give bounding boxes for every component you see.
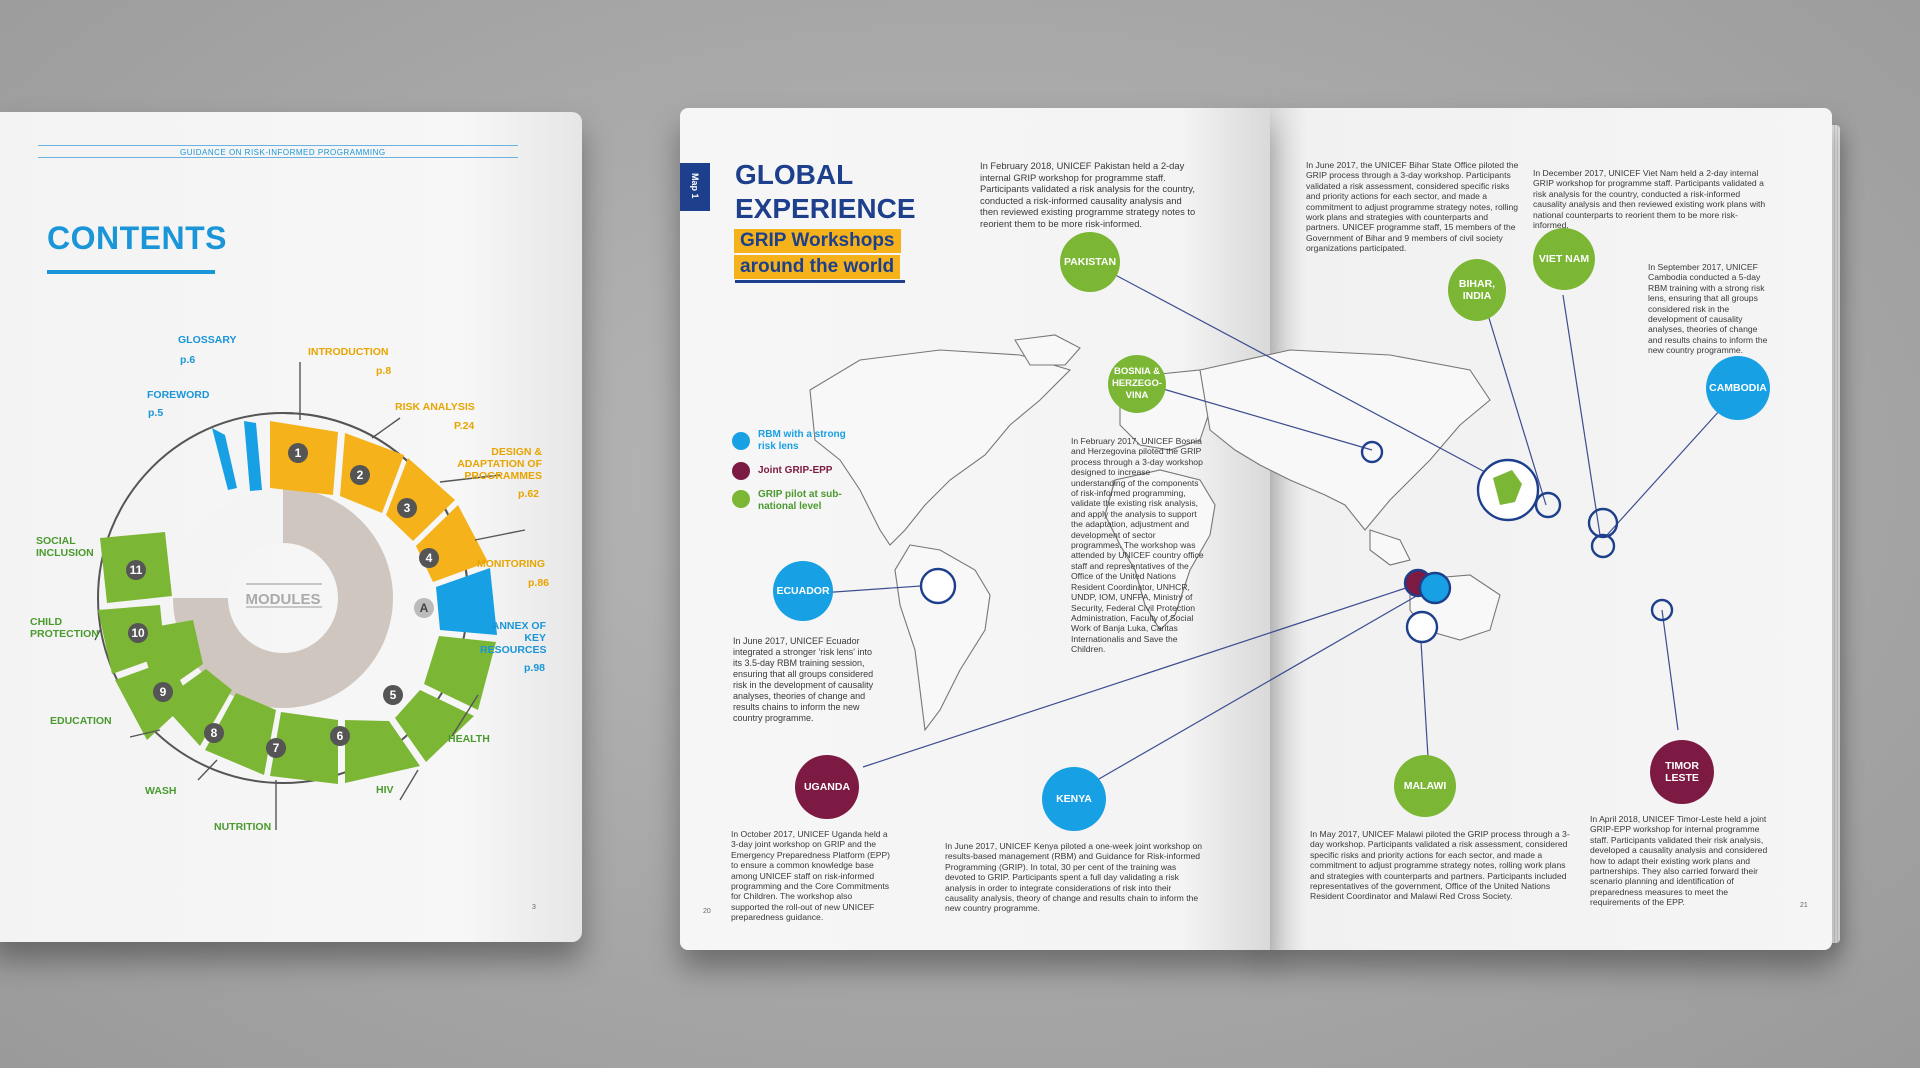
module-number: 1	[294, 446, 302, 460]
module-number: A	[419, 601, 429, 615]
marker-vietnam[interactable]	[1589, 509, 1617, 537]
label-health: HEALTH	[448, 733, 490, 745]
legend-joint: Joint GRIP-EPP	[758, 465, 833, 476]
country-bosnia[interactable]: BOSNIA & HERZEGO-VINA	[1108, 355, 1166, 413]
label-child-protection: CHILD PROTECTION	[30, 616, 99, 640]
page-ref: p.62	[518, 488, 540, 500]
label-annex: ANNEX OF KEY RESOURCES	[480, 620, 547, 656]
text-ecuador: In June 2017, UNICEF Ecuador integrated a stronger 'risk lens' into its 3.5-day RBM training session, ensuring that all groups considered risk in the development of causality analyses, theories of change and results chains to inform the new country programme.	[733, 636, 874, 723]
text-cambodia: In September 2017, UNICEF Cambodia conducted a 5-day RBM training with a strong risk lens, ensuring that all groups considered risk in the development of causality analyses, theories of change and results chains to inform the new country programme.	[1648, 262, 1768, 356]
text-vietnam: In December 2017, UNICEF Viet Nam held a 2-day internal GRIP workshop for programme staff. Participants validated a risk analysis for the country, conducted a risk-informed causality analysis and then reviewed existing work plans with national counterparts to reorient them to be more risk-informed.	[1533, 168, 1766, 231]
country-malawi[interactable]: MALAWI	[1394, 755, 1456, 817]
page-number: 3	[532, 904, 536, 911]
country-cambodia[interactable]: CAMBODIA	[1706, 356, 1770, 420]
marker-bosnia[interactable]	[1362, 442, 1382, 462]
label-education: EDUCATION	[50, 715, 112, 727]
marker-cambodia[interactable]	[1592, 535, 1614, 557]
legend-rbm: RBM with a strong risk lens	[758, 429, 846, 452]
country-kenya[interactable]: KENYA	[1042, 767, 1106, 831]
subtitle-line2: around the world	[734, 255, 900, 279]
label-wash: WASH	[145, 785, 177, 797]
module-number: 6	[336, 729, 344, 743]
legend-dot-pilot	[732, 490, 750, 508]
country-vietnam[interactable]: VIET NAM	[1533, 228, 1595, 290]
marker-bihar[interactable]	[1536, 493, 1560, 517]
text-kenya: In June 2017, UNICEF Kenya piloted a one-week joint workshop on results-based management (RBM) and Guidance for Risk-informed Programming (GRIP). In total, 30 per cent of the training was devoted to GRIP. Participants spent a full day validating a risk analysis in order to integrate considerations of risk into their causality analysis, theory of change and results chain to inform the new country programme.	[945, 841, 1203, 914]
text-bosnia: In February 2017, UNICEF Bosnia and Herzegovina piloted the GRIP process through a 3-day workshop designed to increase understanding of the components of risk-informed programming, validate the existing risk analysis, and apply the analysis to support the adaptation, adjustment and development of sector programmes. The workshop was attended by UNICEF country office staff and representatives of the Office of the United Nations Resident Coordinator, UNHCR, UNDP, IOM, UNFPA, Ministry of Security, Federal Civil Protection Administration, Faculty of Social Work of Banja Luka, Caritas Internationalis and Save the Children.	[1071, 436, 1204, 655]
module-number: 9	[159, 685, 167, 699]
label-social-inclusion: SOCIAL INCLUSION	[36, 535, 94, 559]
module-number: 7	[272, 741, 280, 755]
page-header: GUIDANCE ON RISK-INFORMED PROGRAMMING	[180, 148, 386, 157]
label-introduction: INTRODUCTION	[308, 346, 389, 358]
label-hiv: HIV	[376, 784, 394, 796]
country-ecuador[interactable]: ECUADOR	[773, 561, 833, 621]
marker-kenya[interactable]	[1420, 573, 1450, 603]
module-number: 2	[356, 468, 364, 482]
label-glossary: GLOSSARY	[178, 334, 237, 346]
text-bihar: In June 2017, the UNICEF Bihar State Office piloted the GRIP process through a 3-day workshop. Participants validated a risk assessment, considered specific risks and priority actions for each sector, and made a commitment to adjust programme strategy notes, rolling work plans and strategies with counterparts and partners. UNICEF programme staff, 15 members of the Government of Bihar and 9 members of civil society organizations participated.	[1306, 160, 1519, 254]
marker-malawi[interactable]	[1407, 612, 1437, 642]
page-ref: p.86	[528, 577, 550, 589]
legend-dot-joint	[732, 462, 750, 480]
label-risk-analysis: RISK ANALYSIS	[395, 401, 475, 413]
country-pakistan[interactable]: PAKISTAN	[1060, 232, 1120, 292]
legend-pilot: GRIP pilot at sub-national level	[758, 489, 842, 512]
label-foreword: FOREWORD	[147, 389, 210, 401]
map-tab: Map 1	[680, 163, 710, 211]
page-number-20: 20	[703, 908, 711, 915]
page-ref: P.24	[454, 420, 475, 432]
module-number: 10	[131, 626, 145, 640]
country-bihar[interactable]: BIHAR, INDIA	[1448, 259, 1506, 321]
label-design: DESIGN & ADAPTATION OF PROGRAMMES	[457, 446, 542, 482]
marker-ecuador[interactable]	[921, 569, 955, 603]
module-number: 5	[389, 688, 397, 702]
page-ref: p.6	[180, 354, 196, 366]
text-timor: In April 2018, UNICEF Timor-Leste held a joint GRIP-EPP workshop for internal programme staff. Participants validated their risk analysis, developed a causality analysis and considered how to adapt their existing work plans and partnerships. They also carried forward their scenario planning and identification of preparedness measures to meet the requirements of the EPP.	[1590, 814, 1768, 908]
page-number-21: 21	[1800, 902, 1808, 909]
text-malawi: In May 2017, UNICEF Malawi piloted the GRIP process through a 3-day workshop. Participants validated a risk assessment, considered specific risks and priority actions for each sector, and made a commitment to adjust programme strategy notes, rolling work plans and strategies with counterparts and partners. Participants included representatives of the government, Office of the United Nations Resident Coordinator and Malawi Red Cross Society.	[1310, 829, 1570, 902]
label-monitoring: MONITORING	[477, 558, 546, 570]
page-ref: p.98	[524, 662, 546, 674]
text-pakistan: In February 2018, UNICEF Pakistan held a 2-day internal GRIP workshop for programme staff. Participants validated a risk analysis for the country, conducted a risk-informed causality analysis and then reviewed existing programme strategy notes to reorient them to be more risk-informed.	[980, 160, 1196, 229]
page-ref: p.8	[376, 365, 392, 377]
spread-title: GLOBAL EXPERIENCE	[735, 159, 916, 224]
label-nutrition: NUTRITION	[214, 821, 272, 833]
module-number: 3	[403, 501, 411, 515]
text-uganda: In October 2017, UNICEF Uganda held a 3-day joint workshop on GRIP and the Emergency Preparedness Platform (EPP) to ensure a common knowledge base among UNICEF staff on risk-informed programming and the Core Commitments for Children. The workshop also supported the roll-out of new UNICEF preparedness guidance.	[731, 829, 891, 923]
module-number: 11	[129, 563, 143, 577]
module-number: 4	[425, 551, 433, 565]
subtitle-line1: GRIP Workshops	[734, 229, 901, 253]
contents-title: CONTENTS	[47, 220, 227, 256]
page-ref: p.5	[148, 407, 164, 419]
country-timor[interactable]: TIMOR LESTE	[1650, 740, 1714, 804]
center-label: MODULES	[245, 591, 321, 608]
module-number: 8	[210, 726, 218, 740]
legend-dot-rbm	[732, 432, 750, 450]
country-uganda[interactable]: UGANDA	[795, 755, 859, 819]
